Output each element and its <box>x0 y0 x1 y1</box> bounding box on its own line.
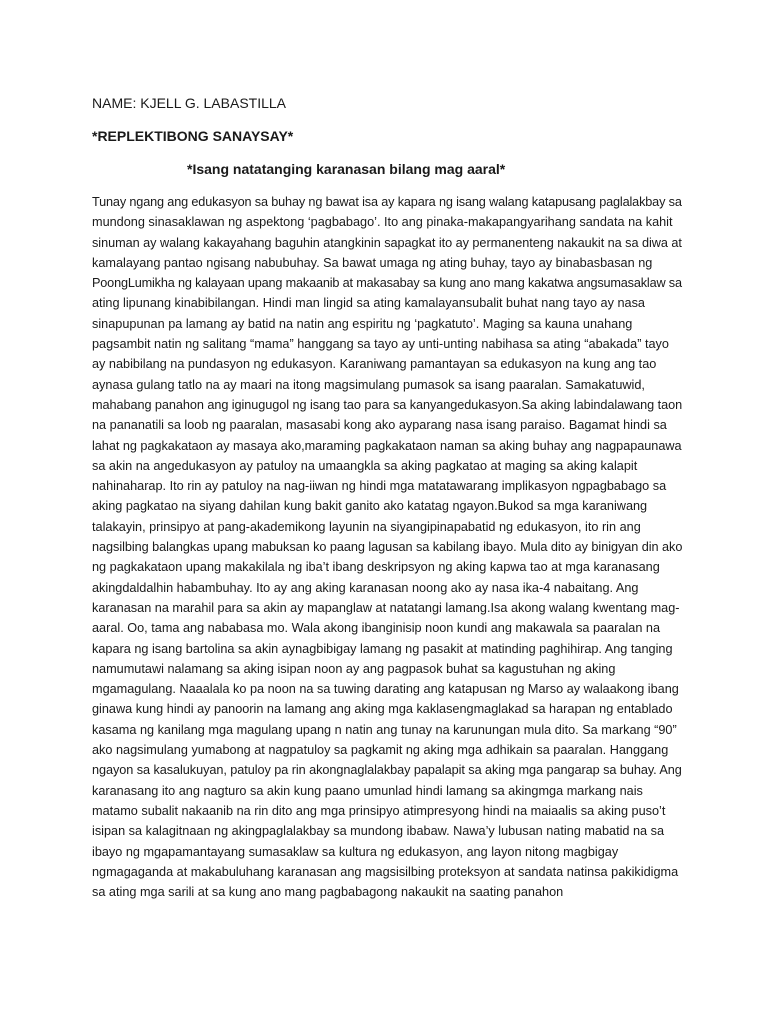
body-line: aynasa gulang tatlo na ay maari na itong magsimulang pumasok sa isang paaralan. Samakatuwid, <box>92 377 645 392</box>
body-line: ating lipunang kinabibilangan. Hindi man lingid sa ating kamalayansubalit buhat nang tayo ay nasa <box>92 296 645 311</box>
body-line: sa akin na angedukasyon ay patuloy na umaangkla sa aking pagkatao at maging sa aking kalapit <box>92 458 638 473</box>
body-line: mundong sinasaklawan ng aspektong ‘pagbabago’. Ito ang pinaka-makapangyarihang sandata na kahit <box>92 215 673 230</box>
body-line: aaral. Oo, tama ang nababasa mo. Wala akong ibanginisip noon kundi ang makawala sa paaralan na <box>92 621 661 636</box>
body-line: isipan sa kalagitnaan ng akingpaglalakbay sa mundong ibabaw. Nawa’y lubusan nating mabatid na sa <box>92 824 665 839</box>
body-line: ibayo ng mgapamantayang sumasaklaw sa kultura ng edukasyon, ang layon nitong magbigay <box>92 844 619 859</box>
body-line: namumutawi nalamang sa aking isipan noon ay ang pagpasok buhat sa kagustuhan ng aking <box>92 661 616 676</box>
body-line: na pananatili sa loob ng paaralan, masasabi kong ako ayparang nasa isang paraiso. Bagamat hindi sa <box>92 418 667 433</box>
essay-title: *Isang natatanging karanasan bilang mag aaral* <box>187 161 506 177</box>
body-line: kasama ng kanilang mga magulang upang n natin ang tunay na karunungan mula dito. Sa markang “90” <box>92 722 677 737</box>
body-line: ng pagkakataon upang makakilala ng iba’t ibang deskripsyon ng aking kapwa tao at mga karanasang <box>92 560 660 575</box>
essay-type: *REPLEKTIBONG SANAYSAY* <box>92 128 294 144</box>
body-line: sa ating mga sarili at sa kung ano mang pagbabagong nakaukit na saating panahon <box>92 885 564 900</box>
body-line: sinapupunan pa lamang ay batid na natin ang espiritu ng ‘pagkatuto’. Maging sa kauna unahang <box>92 316 633 331</box>
body-line: talakayin, prinsipyo at pang-akademikong layunin na siyangipinapabatid ng edukasyon, ito rin ang <box>92 519 641 534</box>
body-line: mahabang panahon ang iginugugol ng isang tao para sa kanyangedukasyon.Sa aking labindalawang taon <box>92 397 683 412</box>
body-line: matamo subalit nakaanib na rin dito ang mga prinsipyo atimpresyong hindi na maiaalis sa aking puso’t <box>92 803 666 818</box>
body-line: nagsilbing balangkas upang mabuksan ko paang lagusan sa kabilang ibayo. Mula dito ay binigyan din ako <box>92 540 683 555</box>
body-line: ay nabibilang na pundasyon ng edukasyon. Karaniwang pamantayan sa edukasyon na kung ang tao <box>92 357 657 372</box>
body-line: sinuman ay walang kakayahang baguhin atangkinin sapagkat ito ay permanenteng nakaukit na sa diwa at <box>92 235 682 250</box>
body-line: lahat ng pagkakataon ay masaya ako,maraming pagkakataon naman sa aking buhay ang nagpapaunawa <box>92 438 682 453</box>
body-line: nahinaharap. Ito rin ay patuloy na nag-iiwan ng hindi mga matatawarang implikasyon ngpagbabago sa <box>92 479 667 494</box>
essay-body <box>92 192 682 902</box>
body-line: ngmagaganda at makabuluhang karanasan ang magsisilbing proteksyon at sandata natinsa pakikidigma <box>92 864 679 879</box>
author-name: NAME: KJELL G. LABASTILLA <box>92 95 287 111</box>
body-line: ginawa kung hindi ay panoorin na lamang ang aking mga kaklasengmaglakad sa harapan ng entablado <box>92 702 673 717</box>
body-line: mgamagulang. Naaalala ko pa noon na sa tuwing darating ang katapusan ng Marso ay walaakong ibang <box>92 682 679 697</box>
body-line: PoongLumikha ng kalayaan upang makaanib at makasabay sa kung ano mang kakatwa angsumasaklaw sa <box>92 276 682 291</box>
body-line: pagsambit natin ng salitang “mama” hanggang sa tayo ay unti-unting nabihasa sa ating “abakada” tayo <box>92 337 669 352</box>
body-line: Tunay ngang ang edukasyon sa buhay ng bawat isa ay kapara ng isang walang katapusang paglalakbay sa <box>92 195 682 209</box>
body-line: kapara ng isang bartolina sa akin aynagbibigay lamang ng pasakit at matinding paghihirap. Ang tanging <box>92 641 673 656</box>
body-line: kamalayang pantao ngisang nabubuhay. Sa bawat umaga ng ating buhay, tayo ay binabasbasan ng <box>92 255 653 270</box>
body-line: karanasan na marahil para sa akin ay mapanglaw at natatangi lamang.Isa akong walang kwentang mag- <box>92 600 680 615</box>
body-line: ngayon sa kasalukuyan, patuloy pa rin akongnaglalakbay papalapit sa aking mga pangarap sa buhay. Ang <box>92 763 682 778</box>
body-line: aking pagkatao na siyang dahilan kung bakit ganito ako katatag ngayon.Bukod sa mga karaniwang <box>92 499 648 514</box>
body-line: akingdaldalhin habambuhay. Ito ay ang aking karanasan noong ako ay nasa ika-4 nabaitang. Ang <box>92 580 639 595</box>
body-line: ako nagsimulang yumabong at nagpatuloy sa pagkamit ng aking mga adhikain sa paaralan. Hanggang <box>92 743 669 758</box>
body-line: karanasang ito ang nagturo sa akin kung paano umunlad hindi lamang sa akingmga markang nais <box>92 783 643 798</box>
